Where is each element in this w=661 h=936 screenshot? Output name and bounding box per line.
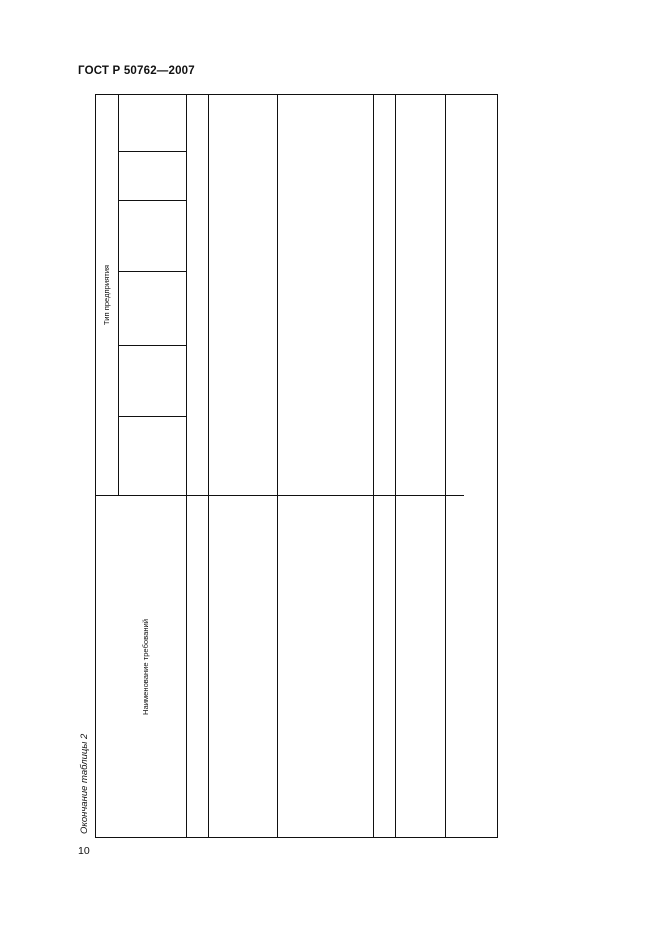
table-rule — [497, 94, 498, 838]
table-rule — [118, 495, 186, 496]
table-rule — [373, 94, 374, 838]
table-rule — [118, 94, 119, 496]
document-title: ГОСТ Р 50762—2007 — [78, 65, 195, 77]
table-caption: Окончание таблицы 2 — [79, 733, 90, 834]
table-rule — [208, 94, 209, 838]
rotated-table-page — [76, 94, 498, 838]
table-rule — [445, 94, 446, 838]
table-rule — [186, 94, 187, 838]
requirements-table — [95, 94, 498, 838]
table-rule — [118, 151, 186, 152]
table-rule — [118, 345, 186, 346]
table-rule — [118, 416, 186, 417]
table-rule — [95, 94, 498, 95]
table-rule — [118, 200, 186, 201]
page-number: 10 — [78, 845, 90, 857]
table-rule — [277, 94, 278, 838]
table-rule — [395, 94, 396, 838]
table-rule — [95, 94, 96, 838]
requirements-column-header: Наименование требований — [141, 619, 150, 716]
enterprise-type-header: Тип предприятия — [102, 264, 111, 326]
table-rule — [118, 271, 186, 272]
table-rule — [95, 837, 498, 838]
